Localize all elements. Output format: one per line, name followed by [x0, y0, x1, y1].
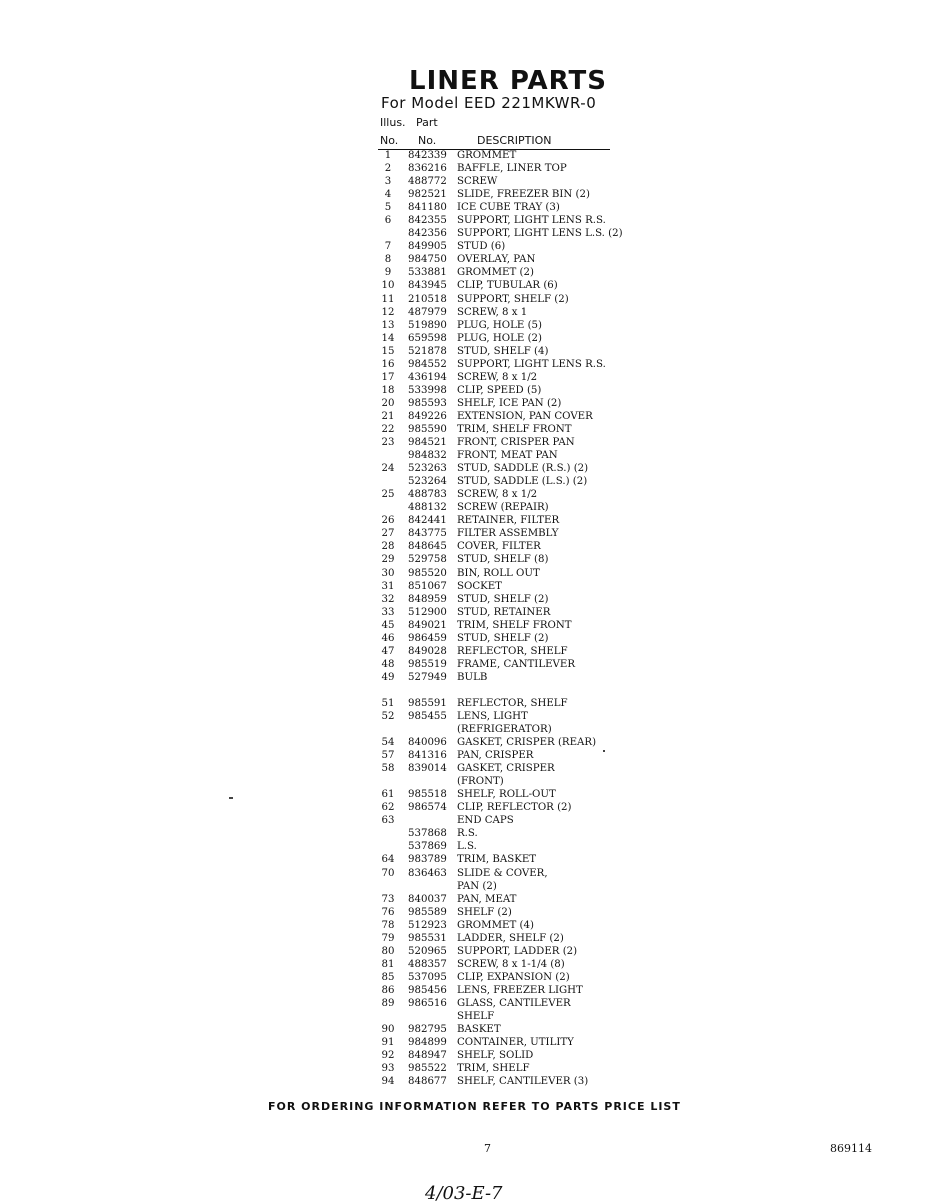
part-number: 519890 [408, 319, 447, 331]
table-row [378, 501, 638, 514]
part-description: SUPPORT, LIGHT LENS L.S. (2) [457, 228, 623, 240]
illus-number: 45 [381, 619, 395, 631]
illus-number: 73 [381, 893, 395, 905]
part-description: BAFFLE, LINER TOP [457, 163, 567, 175]
part-number: 849226 [408, 410, 447, 422]
table-row [378, 893, 638, 906]
part-number: 986459 [408, 632, 447, 644]
table-row [378, 1075, 638, 1088]
table-row [378, 475, 638, 488]
part-description: REFLECTOR, SHELF [457, 645, 568, 657]
part-number: 436194 [408, 371, 447, 383]
model-subtitle: For Model EED 221MKWR-0 [381, 94, 597, 112]
part-description: SUPPORT, LIGHT LENS R.S. [457, 215, 606, 227]
illus-number: 91 [381, 1037, 395, 1049]
table-row [378, 384, 638, 397]
illus-number: 30 [381, 567, 395, 579]
part-description: STUD, SHELF (2) [457, 593, 549, 605]
part-description: FRONT, CRISPER PAN [457, 437, 575, 449]
table-row [378, 853, 638, 866]
page-title: LINER PARTS [409, 66, 607, 96]
part-number: 533998 [408, 384, 447, 396]
part-number: 487979 [408, 306, 447, 318]
part-description: SHELF, SOLID [457, 1050, 534, 1062]
illus-number: 31 [381, 580, 395, 592]
part-description: SCREW [457, 176, 498, 188]
part-description: (REFRIGERATOR) [457, 724, 552, 736]
part-description: LENS, FREEZER LIGHT [457, 984, 583, 996]
illus-number: 54 [381, 737, 395, 749]
part-description: GROMMET (2) [457, 267, 534, 279]
illus-number: 28 [381, 541, 395, 553]
illus-number: 29 [381, 554, 395, 566]
table-row [378, 449, 638, 462]
illus-number: 92 [381, 1050, 395, 1062]
illus-number: 4 [384, 189, 392, 201]
illus-number: 48 [381, 658, 395, 670]
illus-number: 51 [381, 697, 395, 709]
header-illus: Illus. [380, 116, 406, 129]
illus-number: 47 [381, 645, 395, 657]
part-description: SHELF (2) [457, 906, 512, 918]
illus-number: 76 [381, 906, 395, 918]
illus-number: 23 [381, 437, 395, 449]
part-number: 985518 [408, 789, 447, 801]
illus-number: 89 [381, 998, 395, 1009]
table-row [378, 840, 638, 853]
table-row [378, 801, 638, 814]
header-part-no: No. [418, 134, 437, 147]
part-number: 848959 [408, 593, 447, 605]
part-number: 842339 [408, 150, 447, 161]
illus-number: 14 [381, 332, 395, 344]
illus-number: 58 [381, 763, 395, 775]
illus-number: 25 [381, 489, 395, 501]
illus-number: 13 [381, 319, 395, 331]
illus-number: 62 [381, 802, 395, 814]
table-row [378, 671, 638, 684]
table-row [378, 984, 638, 997]
illus-number: 79 [381, 932, 395, 944]
part-description: SHELF, CANTILEVER (3) [457, 1076, 589, 1088]
table-row [378, 358, 638, 371]
part-description: SUPPORT, LIGHT LENS R.S. [457, 358, 606, 370]
part-number: 841316 [408, 750, 447, 762]
part-number: 523263 [408, 463, 447, 475]
illus-number: 3 [384, 176, 392, 188]
part-description: BASKET [457, 1024, 501, 1036]
scan-speck [603, 750, 605, 752]
header-illus-no: No. [380, 134, 399, 147]
table-row [378, 1010, 638, 1023]
table-row [378, 632, 638, 645]
part-number: 849028 [408, 645, 447, 657]
table-row [378, 788, 638, 801]
table-row [378, 827, 638, 840]
part-number: 984521 [408, 437, 447, 449]
part-description: OVERLAY, PAN [457, 254, 536, 266]
table-row [378, 527, 638, 540]
table-row [378, 227, 638, 240]
part-description: (FRONT) [457, 776, 504, 788]
part-description: PLUG, HOLE (5) [457, 319, 543, 331]
table-row [378, 462, 638, 475]
part-number: 537868 [408, 828, 447, 840]
table-row [378, 567, 638, 580]
part-description: STUD, SHELF (2) [457, 632, 549, 644]
table-row [378, 606, 638, 619]
part-number: 984832 [408, 450, 447, 462]
part-description: R.S. [457, 828, 478, 840]
part-number: 841180 [408, 202, 447, 214]
part-description: SHELF [457, 1011, 495, 1023]
table-row [378, 867, 638, 880]
table-row [378, 345, 638, 358]
part-number: 843775 [408, 528, 447, 540]
illus-number: 16 [381, 358, 395, 370]
part-description: TRIM, BASKET [457, 854, 537, 866]
illus-number: 70 [381, 867, 395, 879]
part-number: 985590 [408, 423, 447, 435]
part-description: SCREW, 8 x 1/2 [457, 489, 538, 501]
part-number: 521878 [408, 345, 447, 357]
illus-number: 61 [381, 789, 395, 801]
part-number: 512923 [408, 919, 447, 931]
table-row [378, 710, 638, 723]
illus-number: 93 [381, 1063, 395, 1075]
part-number: 488132 [408, 502, 447, 514]
part-description: STUD, SADDLE (L.S.) (2) [457, 476, 588, 488]
part-number: 520965 [408, 945, 447, 957]
table-row [378, 906, 638, 919]
table-row [378, 332, 638, 345]
part-number: 985531 [408, 932, 447, 944]
part-number: 985522 [408, 1063, 447, 1075]
part-description: SOCKET [457, 580, 502, 592]
header-description: DESCRIPTION [477, 134, 552, 147]
part-number: 523264 [408, 476, 447, 488]
illus-number: 46 [381, 632, 395, 644]
part-number: 984552 [408, 358, 447, 370]
part-number: 488357 [408, 958, 447, 970]
part-description: CLIP, TUBULAR (6) [457, 280, 558, 292]
part-description: CLIP, SPEED (5) [457, 384, 542, 396]
illus-number: 12 [381, 306, 395, 318]
parts-table [378, 149, 638, 1088]
part-description: STUD, RETAINER [457, 606, 551, 618]
part-description: END CAPS [457, 815, 514, 827]
illus-number: 10 [381, 280, 395, 292]
illus-number: 17 [381, 371, 395, 383]
illus-number: 94 [381, 1076, 395, 1088]
table-row [378, 149, 638, 162]
table-row [378, 306, 638, 319]
table-row [378, 958, 638, 971]
table-row [378, 553, 638, 566]
table-row [378, 240, 638, 253]
part-description: SCREW, 8 x 1-1/4 (8) [457, 958, 565, 970]
table-row [378, 1062, 638, 1075]
part-number: 982795 [408, 1024, 447, 1036]
part-number: 985455 [408, 710, 447, 722]
part-description: SCREW, 8 x 1 [457, 306, 528, 318]
part-number: 839014 [408, 763, 447, 775]
table-row [378, 162, 638, 175]
part-number: 985456 [408, 984, 447, 996]
part-number: 985591 [408, 697, 447, 709]
part-number: 529758 [408, 554, 447, 566]
table-row [378, 423, 638, 436]
part-description: SUPPORT, LADDER (2) [457, 945, 578, 957]
illus-number: 63 [381, 815, 395, 827]
part-number: 848677 [408, 1076, 447, 1088]
table-row [378, 775, 638, 788]
header-part: Part [416, 116, 438, 129]
part-number: 840037 [408, 893, 447, 905]
table-row [378, 645, 638, 658]
table-row [378, 723, 638, 736]
illus-number: 15 [381, 345, 395, 357]
part-description: L.S. [457, 841, 477, 853]
illus-number: 18 [381, 384, 395, 396]
table-row [378, 814, 638, 827]
illus-number: 9 [384, 267, 392, 279]
part-number: 982521 [408, 189, 447, 201]
part-description: GASKET, CRISPER [457, 763, 555, 775]
part-description: CLIP, EXPANSION (2) [457, 971, 570, 983]
table-row [378, 188, 638, 201]
part-number: 848645 [408, 541, 447, 553]
illus-number: 1 [384, 150, 392, 161]
part-description: CONTAINER, UTILITY [457, 1037, 574, 1049]
part-description: STUD, SADDLE (R.S.) (2) [457, 463, 589, 475]
part-number: 849905 [408, 241, 447, 253]
illus-number: 52 [381, 710, 395, 722]
illus-number: 49 [381, 671, 395, 683]
part-number: 842441 [408, 515, 447, 527]
illus-number: 33 [381, 606, 395, 618]
table-row [378, 1036, 638, 1049]
part-description: STUD (6) [457, 241, 506, 253]
part-description: SHELF, ICE PAN (2) [457, 397, 562, 409]
table-row [378, 619, 638, 632]
part-number: 512900 [408, 606, 447, 618]
page-number: 7 [484, 1142, 491, 1155]
illus-number: 81 [381, 958, 395, 970]
part-number: 488783 [408, 489, 447, 501]
table-row [378, 397, 638, 410]
part-description: ICE CUBE TRAY (3) [457, 202, 560, 214]
part-number: 983789 [408, 854, 447, 866]
part-number: 210518 [408, 293, 447, 305]
part-number: 984750 [408, 254, 447, 266]
part-description: BIN, ROLL OUT [457, 567, 540, 579]
part-number: 985520 [408, 567, 447, 579]
part-number: 843945 [408, 280, 447, 292]
illus-number: 6 [384, 215, 392, 227]
part-number: 842356 [408, 228, 447, 240]
table-row [378, 410, 638, 423]
part-description: STUD, SHELF (4) [457, 345, 549, 357]
part-description: SUPPORT, SHELF (2) [457, 293, 569, 305]
illus-number: 5 [384, 202, 392, 214]
table-row [378, 319, 638, 332]
table-row [378, 371, 638, 384]
illus-number: 80 [381, 945, 395, 957]
part-number: 659598 [408, 332, 447, 344]
part-description: GROMMET (4) [457, 919, 534, 931]
table-row [378, 593, 638, 606]
part-number: 985519 [408, 658, 447, 670]
part-number: 836463 [408, 867, 447, 879]
table-row [378, 749, 638, 762]
part-description: TRIM, SHELF [457, 1063, 530, 1075]
part-number: 985593 [408, 397, 447, 409]
illus-number: 7 [384, 241, 392, 253]
part-description: BULB [457, 671, 488, 683]
part-description: SLIDE & COVER, [457, 867, 548, 879]
table-row [378, 736, 638, 749]
illus-number: 27 [381, 528, 395, 540]
illus-number: 24 [381, 463, 395, 475]
table-row [378, 697, 638, 710]
part-description: STUD, SHELF (8) [457, 554, 549, 566]
table-row [378, 175, 638, 188]
table-row [378, 945, 638, 958]
table-row [378, 762, 638, 775]
part-description: EXTENSION, PAN COVER [457, 410, 593, 422]
illus-number: 20 [381, 397, 395, 409]
part-description: TRIM, SHELF FRONT [457, 423, 572, 435]
part-description: TRIM, SHELF FRONT [457, 619, 572, 631]
table-row [378, 514, 638, 527]
table-row [378, 658, 638, 671]
part-number: 986574 [408, 802, 447, 814]
illus-number: 86 [381, 984, 395, 996]
part-description: GASKET, CRISPER (REAR) [457, 737, 597, 749]
table-row [378, 279, 638, 292]
part-description: REFLECTOR, SHELF [457, 697, 568, 709]
table-row [378, 580, 638, 593]
part-number: 985589 [408, 906, 447, 918]
part-description: GROMMET [457, 150, 517, 161]
illus-number: 21 [381, 410, 395, 422]
table-row [378, 1023, 638, 1036]
part-description: PLUG, HOLE (2) [457, 332, 543, 344]
part-number: 986516 [408, 998, 447, 1009]
part-number: 527949 [408, 671, 447, 683]
ordering-footer: FOR ORDERING INFORMATION REFER TO PARTS PRICE LIST [268, 1100, 681, 1113]
part-description: PAN, MEAT [457, 893, 517, 905]
part-description: PAN, CRISPER [457, 750, 534, 762]
part-description: SCREW, 8 x 1/2 [457, 371, 538, 383]
part-description: SHELF, ROLL-OUT [457, 789, 556, 801]
part-description: PAN (2) [457, 880, 497, 892]
illus-number: 78 [381, 919, 395, 931]
illus-number: 26 [381, 515, 395, 527]
part-description: FRONT, MEAT PAN [457, 450, 558, 462]
part-number: 537095 [408, 971, 447, 983]
handwritten-note: 4/03-E-7 [425, 1183, 503, 1204]
part-number: 488772 [408, 176, 447, 188]
part-description: SCREW (REPAIR) [457, 502, 549, 514]
part-description: RETAINER, FILTER [457, 515, 560, 527]
table-row [378, 201, 638, 214]
part-description: COVER, FILTER [457, 541, 541, 553]
table-row [378, 880, 638, 893]
illus-number: 64 [381, 854, 395, 866]
table-row [378, 932, 638, 945]
part-description: GLASS, CANTILEVER [457, 998, 571, 1009]
table-row [378, 436, 638, 449]
part-description: LADDER, SHELF (2) [457, 932, 564, 944]
part-number: 533881 [408, 267, 447, 279]
table-row [378, 253, 638, 266]
table-row [378, 540, 638, 553]
illus-number: 8 [384, 254, 392, 266]
part-number: 851067 [408, 580, 447, 592]
table-row [378, 214, 638, 227]
part-number: 848947 [408, 1050, 447, 1062]
table-row [378, 997, 638, 1010]
scan-speck [229, 797, 233, 799]
part-description: FRAME, CANTILEVER [457, 658, 575, 670]
table-row [378, 919, 638, 932]
illus-number: 11 [381, 293, 395, 305]
part-number: 840096 [408, 737, 447, 749]
table-row [378, 971, 638, 984]
part-description: LENS, LIGHT [457, 710, 528, 722]
part-description: SLIDE, FREEZER BIN (2) [457, 189, 590, 201]
table-row [378, 1049, 638, 1062]
table-row [378, 266, 638, 279]
illus-number: 57 [381, 750, 395, 762]
illus-number: 32 [381, 593, 395, 605]
illus-number: 85 [381, 971, 395, 983]
illus-number: 22 [381, 423, 395, 435]
table-row [378, 488, 638, 501]
part-number: 984899 [408, 1037, 447, 1049]
part-description: FILTER ASSEMBLY [457, 528, 559, 540]
part-number: 842355 [408, 215, 447, 227]
table-row [378, 293, 638, 306]
illus-number: 90 [381, 1024, 395, 1036]
part-description: CLIP, REFLECTOR (2) [457, 802, 572, 814]
part-number: 849021 [408, 619, 447, 631]
document-code: 869114 [830, 1142, 872, 1155]
illus-number: 2 [384, 163, 392, 175]
part-number: 537869 [408, 841, 447, 853]
part-number: 836216 [408, 163, 447, 175]
